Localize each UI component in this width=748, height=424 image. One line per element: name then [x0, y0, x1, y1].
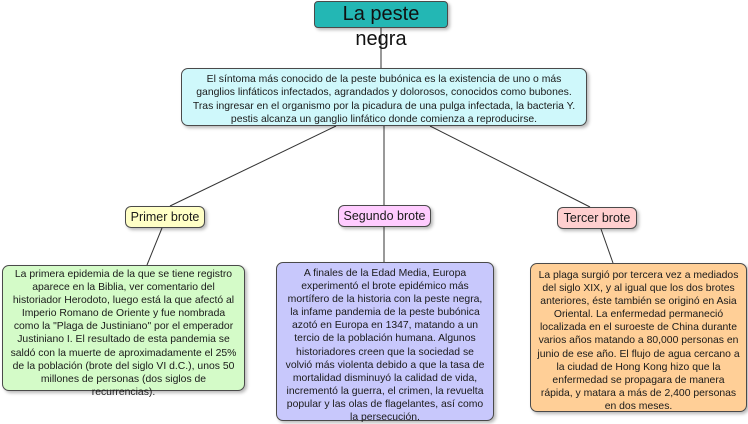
detail-tercer-brote: La plaga surgió por tercera vez a mediados del siglo XIX, y al igual que los dos brotes anteriores, éste también se originó en Asia Oriental. La enfermedad permaneció localizada en el suroeste de China durante varios años matando a 80,000 personas en junio de ese año. El flujo de agua cercano a la ciudad de Hong Kong hizo que la enfermedad se propagara de manera rápida, y matara a más de 2,400 personas en dos meses.: [530, 263, 747, 412]
connector-branch-1-detail: [147, 228, 162, 265]
branch-label-tercer-brote: Tercer brote: [557, 207, 637, 229]
branch-label-segundo-brote: Segundo brote: [338, 205, 431, 227]
branch-label-primer-brote: Primer brote: [125, 206, 205, 228]
detail-primer-brote: La primera epidemia de la que se tiene registro aparece en la Biblia, ver comentario del historiador Herodoto, luego está la que afectó al Imperio Romano de Oriente y fue nombrada como la "Plaga de Justiniano" por el emperador Justiniano I. El resultado de esta pandemia se saldó con la muerte de aproximadamente el 25% de la población (brote del siglo VI d.C.), unos 50 millones de personas (dos siglos de recurrencias).: [2, 265, 245, 391]
connector-intro-branch-3: [430, 126, 590, 207]
detail-segundo-brote: A finales de la Edad Media, Europa experimentó el brote epidémico más mortífero de la historia con la peste negra, la infame pandemia de la peste bubónica azotó en Europa en 1347, matando a un tercio de la población humana. Algunos historiadores creen que la sociedad se volvió más violenta debido a que la tasa de mortalidad disminuyó la calidad de vida, incrementó la guerra, el crimen, la revuelta popular y las olas de flagelantes, así como la persecución.: [276, 262, 494, 421]
map-title: La peste negra: [314, 1, 448, 28]
connector-intro-branch-1: [170, 126, 336, 206]
intro-concept: El síntoma más conocido de la peste bubónica es la existencia de uno o más ganglios linfáticos infectados, agrandados y dolorosos, conocidos como bubones. Tras ingresar en el organismo por la picadura de una pulga infectada, la bacteria Y. pestis alcanza un ganglio linfático donde comienza a reproducirse.: [181, 68, 587, 126]
connector-branch-3-detail: [601, 229, 613, 263]
